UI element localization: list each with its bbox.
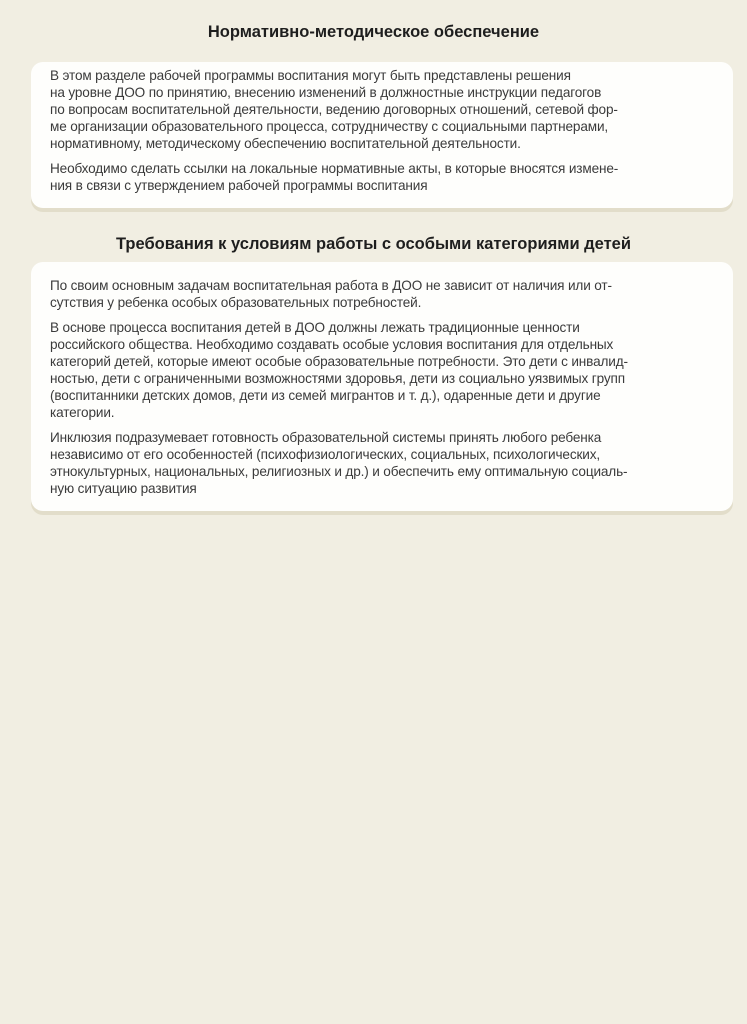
section-title: Требования к условиям работы с особыми категориями детей xyxy=(115,235,632,253)
text-line: ме организации образовательного процесса, сотрудничеству с социальными партнерами, xyxy=(50,119,609,134)
text-line: категорий детей, которые имеют особые образовательные потребности. Это дети с инвалид- xyxy=(50,354,628,369)
text-line: ностью, дети с ограниченными возможностями здоровья, дети из социально уязвимых групп xyxy=(50,371,625,386)
text-line: категории. xyxy=(50,405,115,420)
text-line: по вопросам воспитательной деятельности, ведению договорных отношений, сетевой фор- xyxy=(50,102,618,117)
text-line: независимо от его особенностей (психофизиологических, социальных, психологических, xyxy=(50,447,600,462)
paragraph xyxy=(50,319,733,421)
text-line: на уровне ДОО по принятию, внесению изменений в должностные инструкции педагогов xyxy=(50,85,602,100)
text-line: российского общества. Необходимо создавать особые условия воспитания для отдельных xyxy=(50,337,614,352)
paragraph xyxy=(50,160,733,194)
paragraph xyxy=(50,429,733,497)
text-line: сутствия у ребенка особых образовательных потребностей. xyxy=(50,295,422,310)
text-line: этнокультурных, национальных, религиозных и др.) и обеспечить ему оптимальную социаль- xyxy=(50,464,628,479)
section-title: Нормативно-методическое обеспечение xyxy=(207,23,540,41)
text-line: (воспитанники детских домов, дети из семей мигрантов и т. д.), одаренные дети и другие xyxy=(50,388,601,403)
text-line: Необходимо сделать ссылки на локальные нормативные акты, в которые вносятся измене- xyxy=(50,161,619,176)
text-line: В основе процесса воспитания детей в ДОО должны лежать традиционные ценности xyxy=(50,320,580,335)
text-line: ния в связи с утверждением рабочей программы воспитания xyxy=(50,178,428,193)
text-line: ную ситуацию развития xyxy=(50,481,197,496)
text-line: В этом разделе рабочей программы воспитания могут быть представлены решения xyxy=(50,68,571,83)
text-line: нормативному, методическому обеспечению воспитательной деятельности. xyxy=(50,136,521,151)
paragraph xyxy=(50,277,733,311)
paragraph xyxy=(50,67,733,152)
text-line: Инклюзия подразумевает готовность образовательной системы принять любого ребенка xyxy=(50,430,602,445)
text-line: По своим основным задачам воспитательная работа в ДОО не зависит от наличия или от- xyxy=(50,278,612,293)
section-card xyxy=(31,262,733,511)
section-card xyxy=(31,62,733,208)
